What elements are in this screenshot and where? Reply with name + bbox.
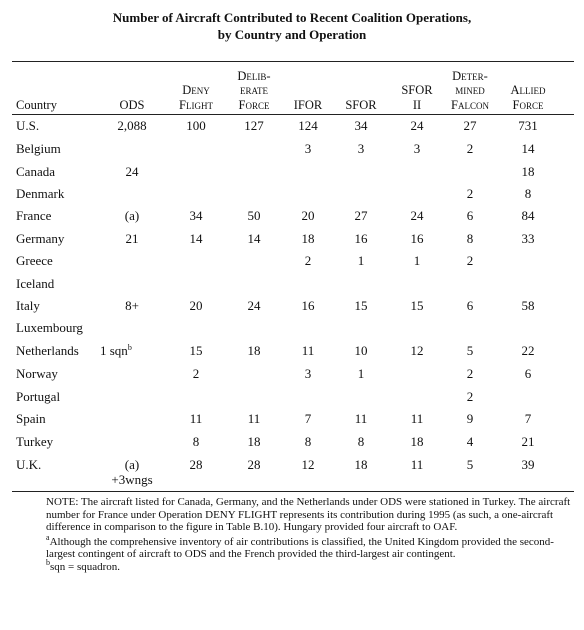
header-2-line-1: Flight <box>179 97 213 112</box>
table-cell: 27 <box>354 208 368 223</box>
table-cell: 18 <box>247 343 261 358</box>
note-a-text: Although the comprehensive inventory of air contributions is classified, the United Kingdom provided the second-largest contingent of aircraft to ODS and the French provided the third-largest air contingent. <box>46 535 554 561</box>
table-cell: 34 <box>189 208 203 223</box>
note-a-mark: a <box>46 532 50 542</box>
table-cell: 18 <box>247 434 261 449</box>
table-title-line-1: Number of Aircraft Contributed to Recent Coalition Operations, <box>112 10 472 25</box>
header-4-line-0: IFOR <box>293 97 323 112</box>
table-cell: 2 <box>466 186 474 201</box>
header-3-line-1: erate <box>240 83 268 97</box>
row-country-label: Iceland <box>16 276 55 291</box>
table-cell: 11 <box>354 411 368 426</box>
header-0-line-0: Country <box>16 97 57 112</box>
table-cell: 28 <box>247 457 261 472</box>
table-cell: 14 <box>521 141 535 156</box>
table-cell: 9 <box>466 411 474 426</box>
table-cell: 100 <box>186 118 206 133</box>
table-cell: 3 <box>413 141 421 156</box>
table-cell: 15 <box>189 343 203 358</box>
table-cell: 12 <box>301 457 315 472</box>
table-cell: 39 <box>521 457 535 472</box>
table-cell: 5 <box>466 343 474 358</box>
table-cell: 14 <box>189 231 203 246</box>
table-cell: 18 <box>354 457 368 472</box>
header-3-line-2: Force <box>238 97 270 112</box>
table-cell: 2,088 <box>117 118 147 133</box>
row-country-label: Italy <box>16 298 40 313</box>
header-8-line-0: Allied <box>510 83 546 97</box>
table-cell: 24 <box>247 298 261 313</box>
table-cell: 2 <box>192 366 200 381</box>
table-cell: 11 <box>410 457 424 472</box>
table-cell: 8 <box>466 231 474 246</box>
table-cell: 24 <box>410 208 424 223</box>
table-cell: 1 <box>357 253 365 268</box>
row-country-label: Germany <box>16 231 65 246</box>
header-5-line-0: SFOR <box>345 97 377 112</box>
row-country-label: Portugal <box>16 389 61 404</box>
table-cell: 3 <box>304 141 312 156</box>
table-cell: 16 <box>354 231 368 246</box>
row-country-label: Norway <box>16 366 58 381</box>
row-country-label: Greece <box>16 253 53 268</box>
table-cell: 16 <box>410 231 424 246</box>
table-cell: 18 <box>301 231 315 246</box>
table-cell: 22 <box>521 343 535 358</box>
table-cell: 127 <box>244 118 264 133</box>
header-rule <box>12 114 574 115</box>
table-cell: 11 <box>301 343 315 358</box>
table-cell: 18 <box>521 164 535 179</box>
note-b-text: sqn = squadron. <box>50 560 121 573</box>
table-cell: 1 <box>413 253 421 268</box>
table-cell: 2 <box>466 253 474 268</box>
table-cell: 20 <box>189 298 203 313</box>
row-country-label: Luxembourg <box>16 320 83 335</box>
netherlands-ods-cell: 1 sqn$^b$ <box>100 343 132 358</box>
top-rule <box>12 61 574 62</box>
header-7-line-1: mined <box>455 83 485 97</box>
row-country-label: Canada <box>16 164 55 179</box>
table-cell: 4 <box>466 434 474 449</box>
table-cell: 2 <box>466 389 474 404</box>
table-cell: 15 <box>410 298 424 313</box>
row-country-label: U.K. <box>16 457 42 472</box>
header-7-line-0: Deter- <box>452 68 488 83</box>
table-cell: 15 <box>354 298 368 313</box>
uk-ods-extra: +3wngs <box>111 472 153 487</box>
table-cell: 2 <box>466 141 474 156</box>
table-cell: 731 <box>518 118 538 133</box>
row-country-label: Spain <box>16 411 46 426</box>
header-6-line-0: SFOR <box>401 83 433 97</box>
row-country-label: France <box>16 208 52 223</box>
header-8-line-1: Force <box>512 97 544 112</box>
table-cell: 3 <box>357 141 365 156</box>
table-cell: 21 <box>125 231 139 246</box>
table-cell: 3 <box>304 366 312 381</box>
table-cell: 34 <box>354 118 368 133</box>
netherlands-ods-footnote-mark: b <box>127 343 132 352</box>
row-country-label: Belgium <box>16 141 61 156</box>
table-cell: 6 <box>466 298 474 313</box>
row-country-label: U.S. <box>16 118 40 133</box>
bottom-rule <box>12 491 574 492</box>
table-cell: 11 <box>410 411 424 426</box>
row-country-label: Turkey <box>16 434 54 449</box>
table-cell: (a) <box>124 457 140 472</box>
table-cell: 10 <box>354 343 368 358</box>
table-cell: 8 <box>192 434 200 449</box>
table-cell: 11 <box>247 411 261 426</box>
header-6-line-1: II <box>412 97 422 112</box>
table-cell: 8 <box>524 186 532 201</box>
table-cell: 8 <box>357 434 365 449</box>
table-cell: 18 <box>410 434 424 449</box>
table-cell: 20 <box>301 208 315 223</box>
table-cell: 11 <box>189 411 203 426</box>
table-cell: 1 <box>357 366 365 381</box>
table-cell: 7 <box>524 411 532 426</box>
table-cell: 28 <box>189 457 203 472</box>
table-cell: 24 <box>410 118 424 133</box>
table-cell: 6 <box>466 208 474 223</box>
table-cell: 12 <box>410 343 424 358</box>
note-b-mark: b <box>46 557 50 567</box>
table-notes <box>12 496 574 574</box>
table-cell: 84 <box>521 208 535 223</box>
table-cell: 5 <box>466 457 474 472</box>
note-main: NOTE: The aircraft listed for Canada, Germany, and the Netherlands under ODS were stationed in Turkey. The aircraft number for France under Operation DENY FLIGHT represents its contribution during 1995 (as such, a one-aircraft difference in comparison to the figure in Table B.10). Hungary provided four aircraft to OAF. <box>46 496 571 534</box>
header-1-line-0: ODS <box>119 97 145 112</box>
table-cell: 6 <box>524 366 532 381</box>
note-b <box>12 557 574 574</box>
row-country-label: Denmark <box>16 186 65 201</box>
header-7-line-2: Falcon <box>451 97 489 112</box>
table-cell: 27 <box>463 118 477 133</box>
note-a <box>12 532 574 561</box>
table-cell: 8+ <box>125 298 139 313</box>
header-3-line-0: Delib- <box>237 68 271 83</box>
table-cell: 16 <box>301 298 315 313</box>
table-cell: (a) <box>124 208 140 223</box>
table-cell: 2 <box>304 253 312 268</box>
row-country-label: Netherlands <box>16 343 79 358</box>
table-cell: 21 <box>521 434 535 449</box>
table-cell: 124 <box>298 118 318 133</box>
table-cell: 7 <box>304 411 312 426</box>
header-2-line-0: Deny <box>182 83 210 97</box>
table-cell: 24 <box>125 164 139 179</box>
table-title-line-2: by Country and Operation <box>217 27 367 42</box>
table-cell: 58 <box>521 298 535 313</box>
table-cell: 33 <box>521 231 535 246</box>
table-cell: 2 <box>466 366 474 381</box>
table-cell: 50 <box>247 208 261 223</box>
table-cell: 14 <box>247 231 261 246</box>
table-cell: 8 <box>304 434 312 449</box>
